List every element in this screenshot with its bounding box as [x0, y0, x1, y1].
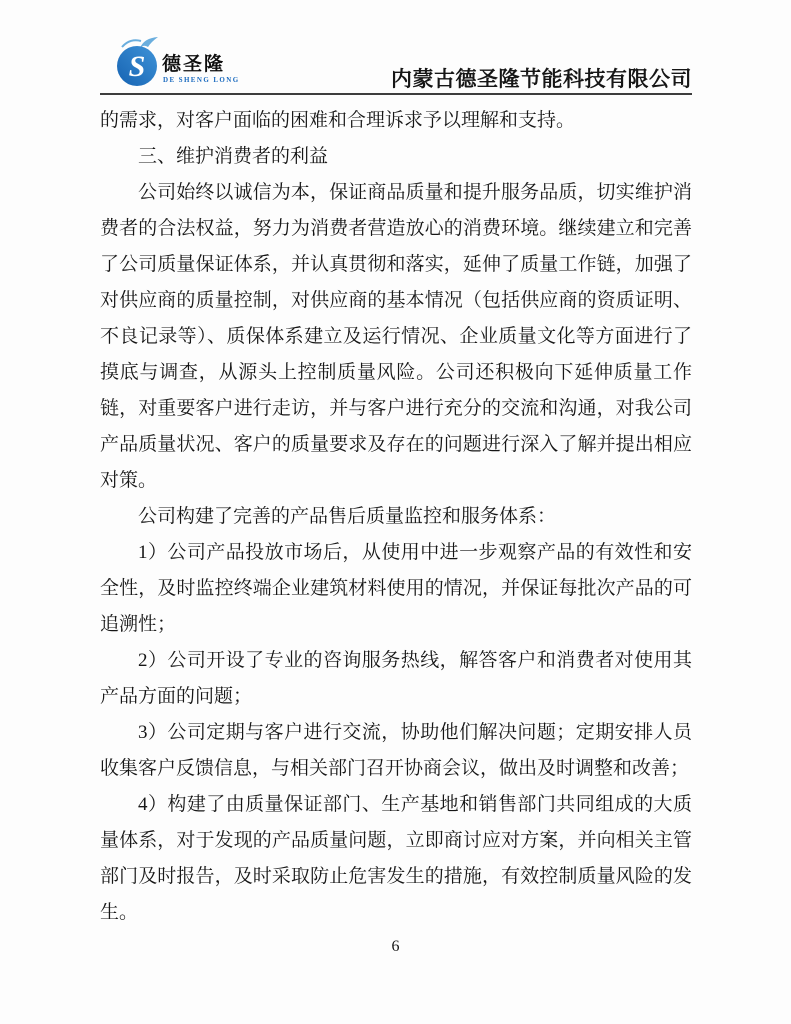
logo-monogram: S — [128, 50, 146, 83]
paragraph: 2）公司开设了专业的咨询服务热线，解答客户和消费者对使用其产品方面的问题； — [100, 650, 692, 707]
paragraph: 公司构建了完善的产品售后质量监控和服务体系： — [138, 506, 557, 527]
paragraph: 的需求，对客户面临的困难和合理诉求予以理解和支持。 — [100, 110, 576, 131]
company-name: 内蒙古德圣隆节能科技有限公司 — [391, 67, 692, 91]
page-number: 6 — [391, 938, 400, 955]
document-body — [100, 103, 692, 931]
dragon-tail-icon — [122, 40, 141, 47]
header-rule — [100, 93, 692, 95]
logo-name-en: DE SHENG LONG — [163, 76, 240, 84]
paragraph: 4）构建了由质量保证部门、生产基地和销售部门共同组成的大质量体系，对于发现的产品质量问题，立即商讨应对方案，并向相关主管部门及时报告，及时采取防止危害发生的措施，有效控制质量风险的发生。 — [100, 794, 692, 923]
dragon-head-icon — [140, 37, 158, 48]
company-logo — [114, 34, 246, 90]
paragraph: 1）公司产品投放市场后，从使用中进一步观察产品的有效性和安全性，及时监控终端企业建筑材料使用的情况，并保证每批次产品的可追溯性； — [100, 542, 692, 635]
paragraph: 三、维护消费者的利益 — [138, 146, 329, 167]
paragraph: 3）公司定期与客户进行交流，协助他们解决问题；定期安排人员收集客户反馈信息，与相关部门召开协商会议，做出及时调整和改善； — [100, 722, 692, 779]
logo-emblem-icon — [114, 34, 246, 90]
logo-name-cn: 德圣隆 — [162, 54, 226, 75]
paragraph: 公司始终以诚信为本，保证商品质量和提升服务品质，切实维护消费者的合法权益，努力为消费者营造放心的消费环境。继续建立和完善了公司质量保证体系，并认真贯彻和落实，延伸了质量工作链，加强了对供应商的质量控制，对供应商的基本情况（包括供应商的资质证明、不良记录等）、质保体系建立及运行情况、企业质量文化等方面进行了摸底与调查，从源头上控制质量风险。公司还积极向下延伸质量工作链，对重要客户进行走访，并与客户进行充分的交流和沟通，对我公司产品质量状况、客户的质量要求及存在的问题进行深入了解并提出相应对策。 — [100, 182, 692, 491]
